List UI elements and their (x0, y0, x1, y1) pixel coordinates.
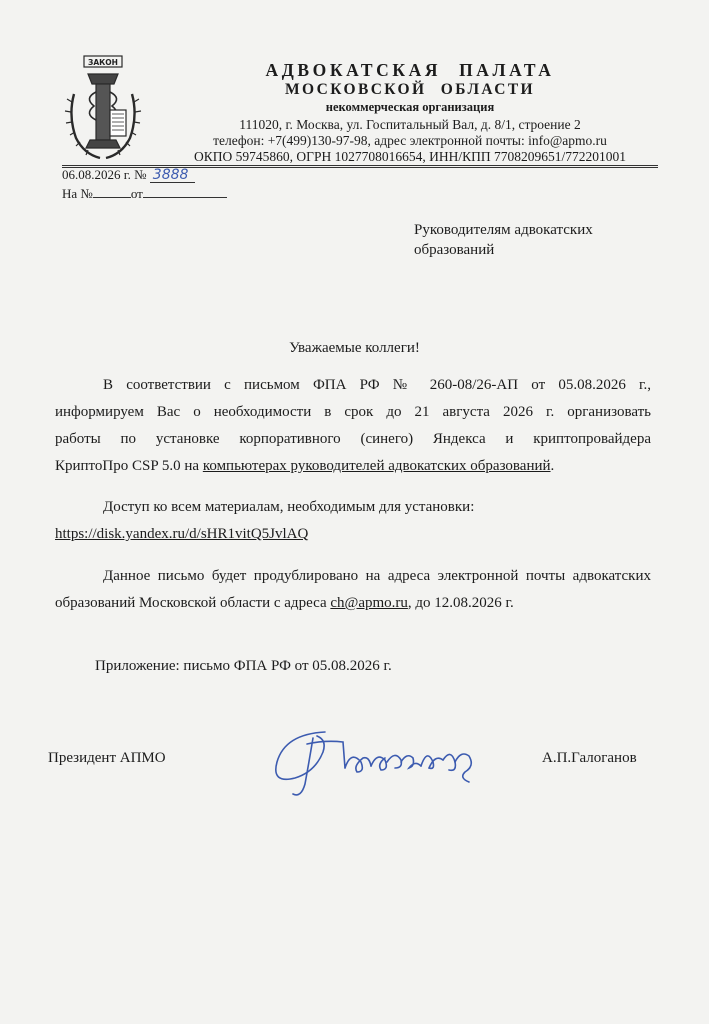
attachment-note: Приложение: письмо ФПА РФ от 05.08.2026 г. (95, 658, 392, 674)
signatory-name: А.П.Галоганов (542, 750, 637, 766)
paragraph-1-text: КриптоПро CSP 5.0 на (55, 458, 203, 474)
incoming-number-line (62, 186, 227, 202)
paragraph-3-text: Данное письмо будет продублировано на адреса электронной почты адвокатских образований Московской области с адреса (55, 568, 651, 611)
header-divider (62, 165, 658, 166)
paragraph-3 (55, 563, 651, 617)
underlined-phrase: компьютерах руководителей адвокатских образований (202, 458, 551, 474)
paragraph-1-line-3: работы по установке корпоративного (синего) Яндекса и криптопровайдера (55, 431, 651, 447)
paragraph-1-line-1: В соответствии с письмом ФПА РФ № 260-08/26-АП от 05.08.2026 г., (103, 377, 651, 393)
materials-access-text: Доступ ко всем материалам, необходимым для установки: (103, 499, 475, 515)
incoming-label: На № (62, 186, 93, 201)
incoming-date-blank (143, 186, 227, 198)
org-type: некоммерческая организация (325, 100, 495, 114)
paragraph-2 (55, 494, 651, 548)
email-link[interactable]: ch@apmo.ru (330, 595, 408, 611)
org-name-line1: АДВОКАТСКАЯ ПАЛАТА (265, 60, 555, 80)
org-address: 111020, г. Москва, ул. Госпитальный Вал, д. 8/1, строение 2 (239, 117, 581, 132)
org-name-line2: МОСКОВСКОЙ ОБЛАСТИ (284, 81, 536, 98)
handwritten-signature (265, 722, 495, 802)
signatory-title: Президент АПМО (48, 750, 166, 766)
paragraph-1-period: . (550, 458, 555, 474)
outgoing-date: 06.08.2026 г. № (62, 167, 147, 182)
outgoing-number-handwritten: 3888 (150, 169, 195, 183)
paragraph-1 (55, 372, 651, 480)
materials-link[interactable]: https://disk.yandex.ru/d/sHR1vitQ5JvlAQ (55, 526, 309, 542)
greeting: Уважаемые коллеги! (289, 340, 420, 356)
paragraph-3-deadline: , до 12.08.2026 г. (407, 595, 514, 611)
paragraph-1-line-4 (55, 453, 651, 480)
org-contacts: телефон: +7(499)130-97-98, адрес электронной почты: info@apmo.ru (213, 133, 607, 148)
incoming-from-label: от (130, 186, 143, 201)
org-registry-codes: ОКПО 59745860, ОГРН 1027708016654, ИНН/КПП 7708209651/772201001 (194, 149, 626, 164)
svg-text:ЗАКОН: ЗАКОН (88, 58, 118, 67)
outgoing-number-line (62, 167, 195, 183)
paragraph-1-line-2: информируем Вас о необходимости в срок до 21 августа 2026 г. организовать (55, 404, 651, 420)
recipient: Руководителям адвокатских образований (414, 222, 593, 258)
bar-association-emblem-icon (64, 54, 142, 166)
incoming-number-blank (93, 186, 131, 198)
